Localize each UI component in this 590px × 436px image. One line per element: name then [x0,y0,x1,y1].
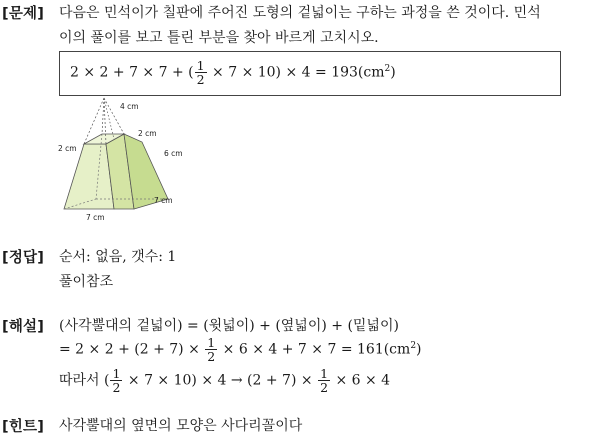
formula-frac-den: 2 [196,72,205,88]
exp3-frac2-den: 2 [320,380,329,396]
exp2-pre: = 2 × 2 + (2 + 7) × [59,341,205,358]
label-bottom: 7 cm [86,213,105,222]
apex-line-4 [102,98,104,134]
exp3-frac1-num: 1 [112,366,121,381]
answer-line-2: 풀이참조 [59,274,114,290]
label-left: 2 cm [58,144,77,153]
explanation-tag: [해설] [2,319,45,335]
exp2-post: × 6 × 4 + 7 × 7 = 161(cm [218,341,411,358]
exp3-pre: 따라서 ( [59,372,110,389]
formula-frac-num: 1 [196,58,205,73]
problem-line-2: 이의 풀이를 보고 틀린 부분을 찾아 바르게 고치시오. [59,30,379,46]
formula-pre: 2 × 2 + 7 × 7 + ( [70,64,194,81]
student-solution-formula [70,59,396,86]
problem-line-1: 다음은 민석이가 칠판에 주어진 도형의 겉넓이는 구하는 과정을 쓴 것이다. 민석 [59,5,541,21]
formula-sup: 2 [384,63,391,74]
answer-tag: [정답] [2,250,45,266]
exp3-post: × 6 × 4 [331,372,391,389]
label-top-side: 2 cm [138,129,157,138]
exp2-fraction [205,336,217,363]
explanation-line-2 [59,336,422,363]
exp2-frac-den: 2 [207,349,216,365]
apex-height [104,98,114,139]
problem-tag: [문제] [2,6,45,22]
hint-text: 사각뿔대의 옆면의 모양은 사다리꼴이다 [59,418,303,434]
explanation-line-3 [59,367,390,394]
explanation-line-1: (사각뿔대의 겉넓이) = (윗넓이) + (옆넓이) + (밑넓이) [59,318,399,334]
exp2-end: ) [416,341,422,358]
label-right: 6 cm [164,149,183,158]
formula-fraction [195,59,207,86]
formula-post: × 7 × 10) × 4 = 193(cm [207,64,385,81]
exp3-fraction-1 [110,367,122,394]
frustum-left-face [64,144,114,209]
exp2-sup: 2 [410,340,417,351]
exp3-fraction-2 [318,367,330,394]
exp2-frac-num: 1 [207,335,216,350]
label-bottom-right: 7 cm [154,196,173,205]
exp3-frac2-num: 1 [320,366,329,381]
answer-line-1: 순서: 없음, 갯수: 1 [59,249,177,265]
exp3-frac1-den: 2 [112,380,121,396]
hint-tag: [힌트] [2,419,45,435]
exp3-mid: × 7 × 10) × 4 → (2 + 7) × [123,372,318,389]
student-solution-box [59,51,561,96]
label-top: 4 cm [120,102,139,111]
frustum-figure [56,96,196,226]
formula-end: ) [390,64,396,81]
